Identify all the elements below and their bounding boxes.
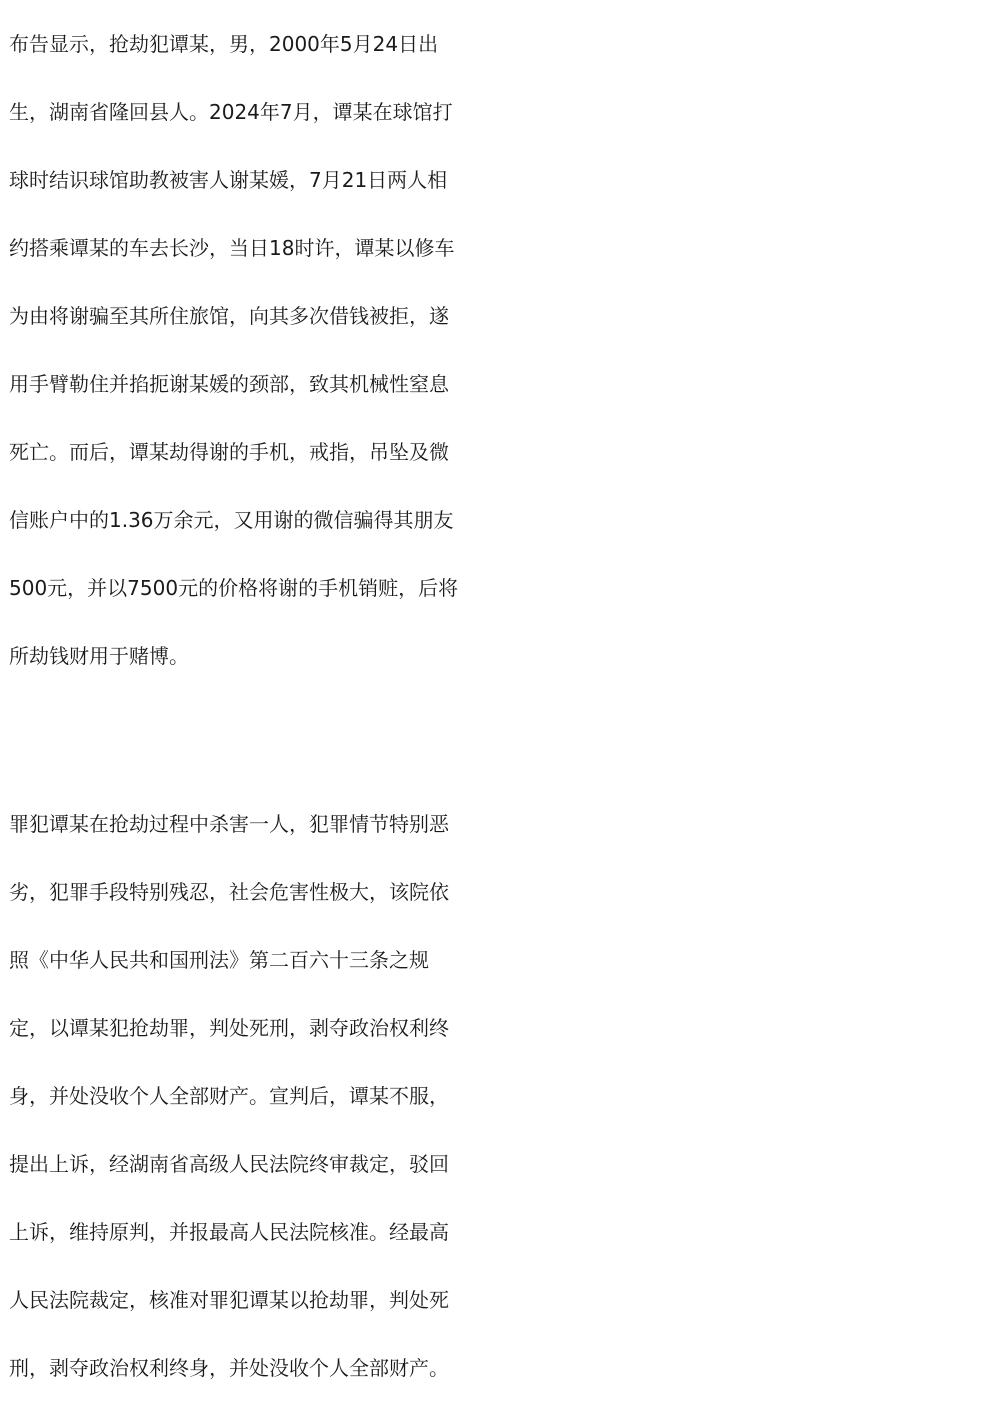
text-line: 死亡。而后，谭某劫得谢的手机，戒指，吊坠及微 [9,440,449,464]
paragraph-verdict [9,790,993,1402]
paragraph-sentence-details [9,0,993,690]
text-line: 生，湖南省隆回县人。2024年7月，谭某在球馆打 [9,100,453,124]
text-line: 提出上诉，经湖南省高级人民法院终审裁定，驳回 [9,1152,449,1176]
text-line: 为由将谢骗至其所住旅馆，向其多次借钱被拒，遂 [9,304,449,328]
article-body [9,0,993,1402]
text-line: 信账户中的1.36万余元，又用谢的微信骗得其朋友 [9,508,454,532]
text-line: 所劫钱财用于赌博。 [9,644,189,668]
text-line: 500元，并以7500元的价格将谢的手机销赃，后将 [9,576,459,600]
text-line: 球时结识球馆助教被害人谢某媛，7月21日两人相 [9,168,448,192]
text-line: 刑，剥夺政治权利终身，并处没收个人全部财产。 [9,1356,449,1380]
text-line: 劣，犯罪手段特别残忍，社会危害性极大，该院依 [9,880,449,904]
text-line: 定，以谭某犯抢劫罪，判处死刑，剥夺政治权利终 [9,1016,449,1040]
text-line: 照《中华人民共和国刑法》第二百六十三条之规 [9,948,429,972]
text-line: 用手臂勒住并掐扼谢某媛的颈部，致其机械性窒息 [9,372,449,396]
text-line: 布告显示，抢劫犯谭某，男，2000年5月24日出 [9,32,439,56]
paragraph-spacer [9,690,993,790]
text-line: 罪犯谭某在抢劫过程中杀害一人，犯罪情节特别恶 [9,812,449,836]
text-line: 约搭乘谭某的车去长沙，当日18时许，谭某以修车 [9,236,455,260]
text-line: 上诉，维持原判，并报最高人民法院核准。经最高 [9,1220,449,1244]
text-line: 人民法院裁定，核准对罪犯谭某以抢劫罪，判处死 [9,1288,449,1312]
text-line: 身，并处没收个人全部财产。宣判后，谭某不服， [9,1084,449,1108]
